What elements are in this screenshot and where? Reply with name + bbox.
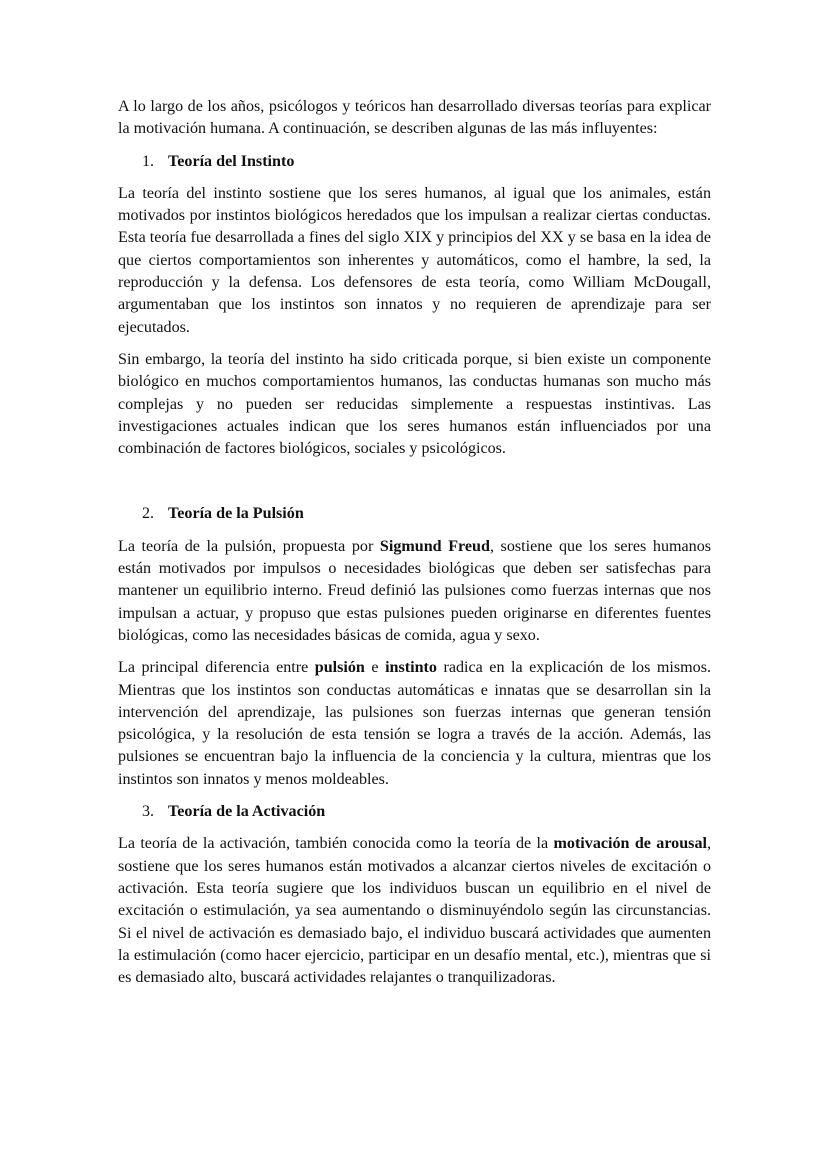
section-heading-pulsion: [118, 503, 711, 525]
blank-line: [118, 470, 711, 503]
text-run: La teoría de la pulsión, propuesta por: [118, 537, 380, 555]
text-run: radica en la explicación de los mismos. Mientras que los instintos son conductas automáticas e innatas que se desarrollan sin la intervención del aprendizaje, las pulsiones son fuerzas internas que generan tensión psicológica, y la resolución de esta tensión se logra a través de la acción. Además, las pulsiones se encuentran bajo la influencia de la conciencia y la cultura, mientras que los instintos son innatos y menos moldeables.: [118, 659, 711, 788]
activacion-paragraph-1: [118, 833, 711, 989]
bold-text-freud: Sigmund Freud: [379, 537, 490, 555]
text-run: La principal diferencia entre: [118, 659, 315, 677]
section-number: 1.: [142, 152, 155, 170]
bold-text-arousal: motivación de arousal: [553, 835, 707, 853]
text-run: e: [364, 659, 386, 677]
instinto-paragraph-2: Sin embargo, la teoría del instinto ha sido criticada porque, si bien existe un componente biológico en muchos comportamientos humanos, las conductas humanas son mucho más complejas y no pueden ser reducidas simplemente a respuestas instintivas. Las investigaciones actuales indican que los seres humanos están influenciados por una combinación de factores biológicos, sociales y psicológicos.: [118, 350, 711, 458]
bold-text-pulsion: pulsión: [314, 659, 365, 677]
section-heading-activacion: [118, 801, 711, 823]
section-title: Teoría de la Pulsión: [168, 505, 304, 523]
pulsion-paragraph-1: [118, 536, 711, 647]
pulsion-paragraph-2: [118, 657, 711, 791]
section-heading-instinto: [118, 151, 711, 173]
section-number: 3.: [142, 803, 155, 821]
section-title: Teoría del Instinto: [168, 152, 295, 170]
intro-paragraph: A lo largo de los años, psicólogos y teóricos han desarrollado diversas teorías para explicar la motivación humana. A continuación, se describen algunas de las más influyentes:: [118, 98, 711, 138]
section-number: 2.: [142, 505, 155, 523]
text-run: , sostiene que los seres humanos están motivados a alcanzar ciertos niveles de excitación o activación. Esta teoría sugiere que los individuos buscan un equilibrio en el nivel de excitación o estimulación, ya sea aumentando o disminuyéndolo según las circunstancias. Si el nivel de activación es demasiado bajo, el individuo buscará actividades que aumenten la estimulación (como hacer ejercicio, participar en un desafío mental, etc.), mientras que si es demasiado alto, buscará actividades relajantes o tranquilizadoras.: [118, 835, 711, 987]
text-run: La teoría de la activación, también conocida como la teoría de la: [118, 835, 554, 853]
text-run: , sostiene que los seres humanos están motivados por impulsos o necesidades biológicas que deben ser satisfechas para mantener un equilibrio interno. Freud definió las pulsiones como fuerzas internas que nos impulsan a actuar, y propuso que estas pulsiones pueden originarse en diferentes fuentes biológicas, como las necesidades básicas de comida, agua y sexo.: [118, 537, 712, 644]
instinto-paragraph-1: La teoría del instinto sostiene que los seres humanos, al igual que los animales, están motivados por instintos biológicos heredados que los impulsan a realizar ciertas conductas. Esta teoría fue desarrollada a fines del siglo XIX y principios del XX y se basa en la idea de que ciertos comportamientos son inherentes y automáticos, como el hambre, la sed, la reproducción y la defensa. Los defensores de esta teoría, como William McDougall, argumentaban que los instintos son innatos y no requieren de aprendizaje para ser ejecutados.: [118, 184, 711, 336]
section-title: Teoría de la Activación: [168, 803, 326, 821]
bold-text-instinto: instinto: [385, 659, 437, 677]
document-body: [118, 96, 711, 999]
